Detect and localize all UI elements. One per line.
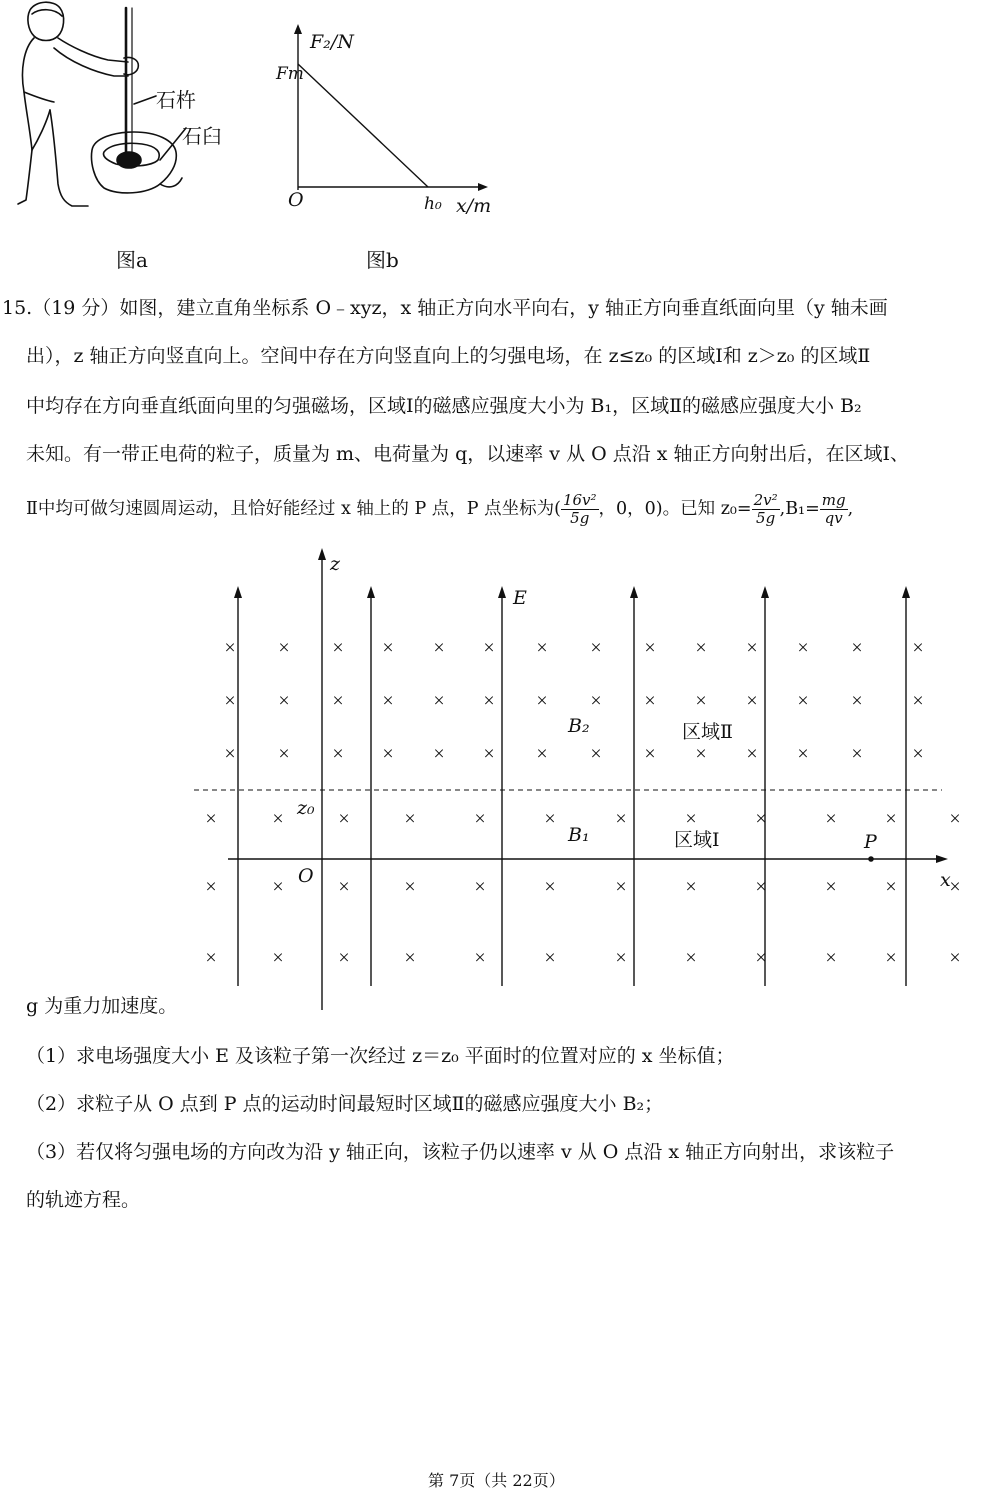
field-figure [180, 540, 980, 1020]
b1-fraction [820, 492, 848, 527]
magnetic-field-cross: × [746, 690, 758, 712]
e-field-arrow [902, 586, 910, 598]
magnetic-field-cross: × [755, 947, 767, 969]
page-footer: 第 7页（共 22页） [428, 1471, 565, 1490]
region-1-label: 区域Ⅰ [674, 829, 720, 851]
magnetic-field-cross: × [272, 947, 284, 969]
question-3-line-2: 的轨迹方程。 [26, 1189, 141, 1211]
b2-label: B₂ [568, 715, 590, 737]
magnetic-field-cross: × [644, 637, 656, 659]
magnetic-field-cross: × [474, 947, 486, 969]
z-axis-label: z [330, 553, 341, 575]
z-axis-arrow [318, 548, 326, 560]
magnetic-field-cross: × [695, 637, 707, 659]
question-3-line-1: （3）若仅将匀强电场的方向改为沿 y 轴正向，该粒子仍以速率 v 从 O 点沿 x 轴正方向射出，求该粒子 [26, 1141, 895, 1163]
magnetic-field-cross: × [404, 808, 416, 830]
magnetic-field-cross: × [885, 808, 897, 830]
problem-line-4: 未知。有一带正电荷的粒子，质量为 m、电荷量为 q，以速率 v 从 O 点沿 x 轴正方向射出后，在区域Ⅰ、 [26, 443, 910, 465]
b1-frac-den: qv [824, 509, 843, 527]
figure-b-chart [270, 20, 510, 220]
magnetic-field-cross: × [851, 637, 863, 659]
magnetic-field-cross: × [382, 743, 394, 765]
figure-b-data-line [298, 64, 428, 187]
magnetic-field-cross: × [912, 637, 924, 659]
magnetic-field-cross: × [755, 876, 767, 898]
z0-fraction [752, 492, 780, 527]
magnetic-field-cross: × [338, 876, 350, 898]
figure-b-fm-label: Fm [276, 64, 304, 84]
magnetic-field-cross: × [224, 637, 236, 659]
e-field-arrow [234, 586, 242, 598]
e-field-arrow [367, 586, 375, 598]
magnetic-field-cross: × [536, 690, 548, 712]
x-axis-label: x [940, 869, 951, 891]
magnetic-field-cross: × [404, 947, 416, 969]
magnetic-field-cross: × [746, 743, 758, 765]
z0-label: z₀ [297, 797, 315, 819]
figure-a-caption: 图a [116, 248, 148, 272]
magnetic-field-cross: × [590, 690, 602, 712]
e-field-arrow [498, 586, 506, 598]
p-coordinate-fraction [561, 492, 599, 527]
magnetic-field-cross: × [433, 690, 445, 712]
magnetic-field-cross: × [536, 637, 548, 659]
problem-line-2: 出），z 轴正方向竖直向上。空间中存在方向竖直向上的匀强电场，在 z≤z₀ 的区域Ⅰ和 z＞z₀ 的区域Ⅱ [26, 345, 871, 367]
magnetic-field-cross: × [224, 690, 236, 712]
line5-part-a: Ⅱ中均可做匀速圆周运动，且恰好能经过 x 轴上的 P 点，P 点坐标为( [26, 499, 561, 519]
magnetic-field-cross: × [474, 876, 486, 898]
question-1: （1）求电场强度大小 E 及该粒子第一次经过 z＝z₀ 平面时的位置对应的 x 坐标值； [26, 1045, 735, 1067]
magnetic-field-cross: × [536, 743, 548, 765]
magnetic-field-cross: × [615, 876, 627, 898]
magnetic-field-cross: × [224, 743, 236, 765]
magnetic-field-cross: × [338, 808, 350, 830]
point-p-label: P [864, 831, 877, 853]
magnetic-field-cross: × [433, 637, 445, 659]
magnetic-field-cross: × [615, 947, 627, 969]
magnetic-field-cross: × [851, 690, 863, 712]
question-2: （2）求粒子从 O 点到 P 点的运动时间最短时区域Ⅱ的磁感应强度大小 B₂； [26, 1093, 664, 1115]
figure-b-y-label: F₂/N [310, 31, 354, 53]
magnetic-field-cross: × [746, 637, 758, 659]
magnetic-field-cross: × [278, 637, 290, 659]
e-field-label: E [513, 587, 527, 609]
line5-part-c: ,B₁= [779, 499, 820, 519]
magnetic-field-cross: × [825, 876, 837, 898]
figure-a-illustration [10, 0, 240, 215]
magnetic-field-cross: × [685, 947, 697, 969]
p-frac-num: 16v² [562, 491, 597, 509]
z0-frac-num: 2v² [753, 491, 778, 509]
magnetic-field-cross: × [949, 947, 961, 969]
z0-frac-den: 5g [756, 509, 776, 527]
magnetic-field-cross: × [382, 637, 394, 659]
b1-label: B₁ [568, 824, 590, 846]
line5-part-b: ，0，0)。已知 z₀= [598, 499, 752, 519]
problem-line-1: 15.（19 分）如图，建立直角坐标系 O﹣xyz，x 轴正方向水平向右，y 轴正方向垂直纸面向里（y 轴未画 [2, 297, 888, 319]
region-2-label: 区域Ⅱ [682, 721, 733, 743]
p-frac-den: 5g [570, 509, 590, 527]
label-pestle: 石杵 [156, 88, 196, 112]
magnetic-field-cross: × [332, 690, 344, 712]
e-field-arrow [630, 586, 638, 598]
magnetic-field-cross: × [278, 690, 290, 712]
magnetic-field-cross: × [825, 947, 837, 969]
origin-label: O [298, 865, 314, 887]
magnetic-field-cross: × [949, 876, 961, 898]
magnetic-field-cross: × [544, 947, 556, 969]
x-axis-arrow [936, 855, 948, 863]
magnetic-field-cross: × [272, 808, 284, 830]
line5-part-d: , [847, 499, 854, 519]
magnetic-field-cross: × [544, 808, 556, 830]
point-p-dot [868, 856, 874, 862]
magnetic-field-cross: × [483, 690, 495, 712]
magnetic-field-cross: × [825, 808, 837, 830]
magnetic-field-cross: × [644, 743, 656, 765]
magnetic-field-cross: × [685, 876, 697, 898]
magnetic-field-cross: × [615, 808, 627, 830]
magnetic-field-cross: × [685, 808, 697, 830]
magnetic-field-cross: × [885, 947, 897, 969]
magnetic-field-cross: × [338, 947, 350, 969]
problem-line-3: 中均存在方向垂直纸面向里的匀强磁场，区域Ⅰ的磁感应强度大小为 B₁，区域Ⅱ的磁感应强度大小 B₂ [26, 395, 862, 417]
b1-frac-num: mg [821, 491, 846, 509]
magnetic-field-cross: × [404, 876, 416, 898]
magnetic-field-cross: × [644, 690, 656, 712]
magnetic-field-cross: × [205, 947, 217, 969]
magnetic-field-cross: × [851, 743, 863, 765]
magnetic-field-cross: × [278, 743, 290, 765]
magnetic-field-cross: × [912, 690, 924, 712]
magnetic-field-cross: × [332, 743, 344, 765]
magnetic-field-cross: × [483, 637, 495, 659]
magnetic-field-cross: × [695, 743, 707, 765]
figure-b-x-label: x/m [456, 195, 492, 217]
figure-b-h0-label: h₀ [424, 194, 442, 214]
magnetic-field-cross: × [205, 808, 217, 830]
magnetic-field-cross: × [433, 743, 445, 765]
magnetic-field-cross: × [544, 876, 556, 898]
problem-line-5 [26, 492, 853, 527]
magnetic-field-cross: × [474, 808, 486, 830]
problem-line-6: g 为重力加速度。 [26, 995, 178, 1017]
magnetic-field-cross: × [797, 743, 809, 765]
magnetic-field-cross: × [382, 690, 394, 712]
figure-b-origin: O [288, 189, 304, 211]
magnetic-field-cross: × [912, 743, 924, 765]
label-mortar: 石臼 [182, 124, 222, 148]
magnetic-field-cross: × [797, 690, 809, 712]
magnetic-field-cross: × [949, 808, 961, 830]
magnetic-field-cross: × [332, 637, 344, 659]
e-field-arrow [761, 586, 769, 598]
magnetic-field-cross: × [272, 876, 284, 898]
figure-b-caption: 图b [366, 248, 399, 272]
magnetic-field-cross: × [205, 876, 217, 898]
magnetic-field-cross: × [695, 690, 707, 712]
magnetic-field-cross: × [797, 637, 809, 659]
magnetic-field-cross: × [590, 743, 602, 765]
magnetic-field-cross: × [885, 876, 897, 898]
magnetic-field-cross: × [483, 743, 495, 765]
magnetic-field-cross: × [755, 808, 767, 830]
magnetic-field-cross: × [590, 637, 602, 659]
